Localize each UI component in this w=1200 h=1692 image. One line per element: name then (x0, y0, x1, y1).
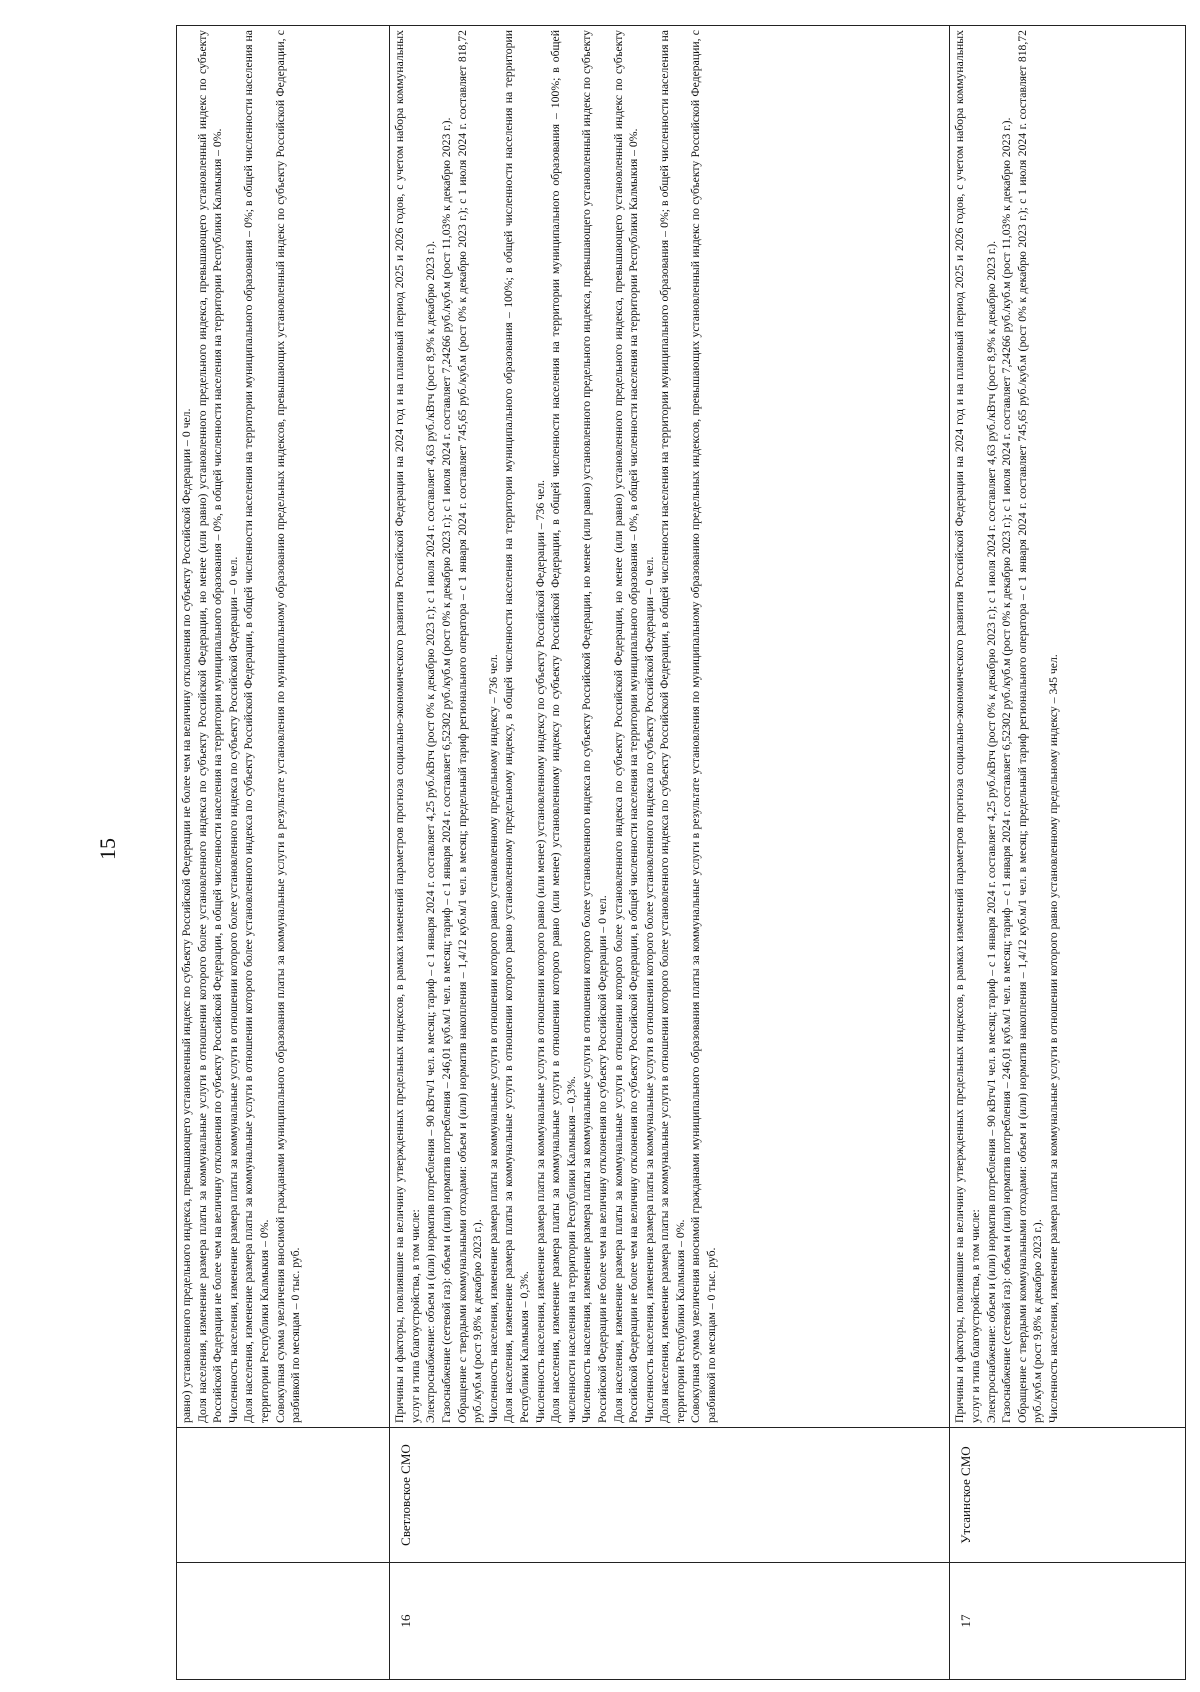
table-row (950, 26, 1186, 1680)
description-paragraph: Причины и факторы, повлиявшие на величину утвержденных предельных индексов, в рамках изменений параметров прогноза социально-экономического развития Российской Федерации на 2024 год и на плановый период 2025 и 2026 годов, с учетом набора коммунальных услуг и типа благоустройства, в том числе: (393, 30, 422, 1423)
description-paragraph: Доля населения, изменение размера платы за коммунальные услуги в отношении которого более установленного индекса по субъекту Российской Федерации, но менее (или равно) установленного предельного индекса, превышающего установленный индекс по субъекту Российской Федерации не более чем на величину отклонения по субъекту Российской Федерации, в общей численности населения на территории муниципального образования – 0%, в общей численности населения на территории Республики Калмыкия – 0%. (611, 30, 641, 1423)
description-paragraph: Доля населения, изменение размера платы за коммунальные услуги в отношении которого более установленного индекса по субъекту Российской Федерации, в общей численности населения на территории муниципального образования – 0%; в общей численности населения на территории Республики Калмыкия – 0%. (658, 30, 687, 1423)
description-paragraph: Электроснабжение: объем и (или) норматив потребления – 90 кВтч/1 чел. в месяц; тариф – с 1 января 2024 г. составляет 4,25 руб./кВтч (рост 0% к декабрю 2023 г.); с 1 июля 2024 г. составляет 4,63 руб./кВтч (рост 8,9% к декабрю 2023 г.). (984, 240, 998, 1423)
description-paragraph: Газоснабжение (сетевой газ): объем и (или) норматив потребления – 246,01 куб.м/1 чел. в месяц; тариф – с 1 января 2024 г. составляет 6,52302 руб./куб.м (рост 0% к декабрю 2023 г.); с 1 июля 2024 г. составляет 7,24266 руб./куб.м (рост 11,03% к декабрю 2023 г.). (439, 117, 453, 1423)
description-paragraph: равно) установленного предельного индекса, превышающего установленный индекс по субъекту Российской Федерации не более чем на величину отклонения по субъекту Российской Федерации – 0 чел. (180, 408, 193, 1423)
row-number-cell (177, 1563, 390, 1680)
page-number: 15 (95, 838, 120, 860)
description-paragraph: Обращение с твердыми коммунальными отходами: объем и (или) норматив накопления – 1,4/12 куб.м/1 чел. в месяц; предельный тариф регионального оператора – с 1 января 2024 г. составляет 745,65 руб./куб.м (рост 0% к декабрю 2023 г.); с 1 июля 2024 г. составляет 818,72 руб./куб.м (рост 9,8% к декабрю 2023 г.). (455, 30, 485, 1423)
document-table (176, 25, 1186, 1680)
municipality-cell (950, 1428, 1186, 1563)
row-number (179, 1567, 185, 1675)
description-paragraph: Доля населения, изменение размера платы за коммунальные услуги в отношении которого равно (или менее) установленному индексу по субъекту Российской Федерации, в общей численности населения на территории муниципального образования – 100%; в общей численности населения на территории Республики Калмыкия – 0,3%. (549, 30, 578, 1423)
municipality-name: Светловское СМО (398, 1444, 414, 1546)
row-number-cell (950, 1563, 1186, 1680)
municipality-name (179, 1432, 185, 1558)
description-paragraph: Численность населения, изменение размера платы за коммунальные услуги в отношении которого более установленного индекса по субъекту Российской Федерации – 0 чел. (642, 556, 656, 1423)
description-paragraph: Совокупная сумма увеличения вносимой гражданами муниципального образования платы за коммунальные услуги в результате установления по муниципальному образованию предельных индексов, превышающих установленный индекс по субъекту Российской Федерации, с разбивкой по месяцам – 0 тыс. руб. (689, 30, 719, 1423)
description-paragraph: Численность населения, изменение размера платы за коммунальные услуги в отношении которого равно (или менее) установленному индексу по субъекту Российской Федерации – 736 чел. (533, 480, 547, 1423)
municipality-name: Утсаинское СМО (958, 1446, 974, 1544)
table-row (177, 26, 390, 1680)
description-paragraph: Электроснабжение: объем и (или) норматив потребления – 90 кВтч/1 чел. в месяц; тариф – с 1 января 2024 г. составляет 4,25 руб./кВтч (рост 0% к декабрю 2023 г.); с 1 июля 2024 г. составляет 4,63 руб./кВтч (рост 8,9% к декабрю 2023 г.). (424, 240, 438, 1423)
description-paragraph: Доля населения, изменение размера платы за коммунальные услуги в отношении которого равно установленному предельному индексу, в общей численности населения на территории муниципального образования – 100%; в общей численности населения на территории Республики Калмыкия – 0,3%. (502, 30, 531, 1423)
description-paragraph: Доля населения, изменение размера платы за коммунальные услуги в отношении которого более установленного индекса по субъекту Российской Федерации, в общей численности населения на территории муниципального образования – 0%; в общей численности населения на территории Республики Калмыкия – 0%. (242, 30, 271, 1423)
description-cell (177, 26, 390, 1428)
description-paragraph: Причины и факторы, повлиявшие на величину утвержденных предельных индексов, в рамках изменений параметров прогноза социально-экономического развития Российской Федерации на 2024 год и на плановый период 2025 и 2026 годов, с учетом набора коммунальных услуг и типа благоустройства, в том числе: (953, 30, 983, 1423)
description-paragraph: Доля населения, изменение размера платы за коммунальные услуги в отношении которого более установленного индекса по субъекту Российской Федерации, но менее (или равно) установленного предельного индекса, превышающего установленный индекс по субъекту Российской Федерации не более чем на величину отклонения по субъекту Российской Федерации, в общей численности населения на территории муниципального образования – 0%, в общей численности населения на территории Республики Калмыкия – 0%. (195, 30, 225, 1423)
description-paragraph: Совокупная сумма увеличения вносимой гражданами муниципального образования платы за коммунальные услуги в результате установления по муниципальному образованию предельных индексов, превышающих установленный индекс по субъекту Российской Федерации, с разбивкой по месяцам – 0 тыс. руб. (273, 30, 303, 1423)
description-paragraph: Обращение с твердыми коммунальными отходами: объем и (или) норматив накопления – 1,4/12 куб.м/1 чел. в месяц; предельный тариф регионального оператора – с 1 января 2024 г. составляет 745,65 руб./куб.м (рост 0% к декабрю 2023 г.); с 1 июля 2024 г. составляет 818,72 руб./куб.м (рост 9,8% к декабрю 2023 г.). (1015, 30, 1045, 1423)
description-paragraph: Газоснабжение (сетевой газ): объем и (или) норматив потребления – 246,01 куб.м/1 чел. в месяц; тариф – с 1 января 2024 г. составляет 6,52302 руб./куб.м (рост 0% к декабрю 2023 г.); с 1 июля 2024 г. составляет 7,24266 руб./куб.м (рост 11,03% к декабрю 2023 г.). (1000, 117, 1014, 1423)
row-number: 17 (958, 1614, 974, 1628)
description-cell (390, 26, 950, 1428)
table-row (390, 26, 950, 1680)
description-paragraph: Численность населения, изменение размера платы за коммунальные услуги в отношении которого равно установленному предельному индексу – 736 чел. (486, 654, 500, 1423)
description-paragraph: Численность населения, изменение размера платы за коммунальные услуги в отношении которого равно установленному предельному индексу – 345 чел. (1047, 654, 1061, 1423)
description-cell (950, 26, 1186, 1428)
municipality-cell (390, 1428, 950, 1563)
description-paragraph: Численность населения, изменение размера платы за коммунальные услуги в отношении которого более установленного индекса по субъекту Российской Федерации, но менее (или равно) установленного предельного индекса, превышающего установленный индекс по субъекту Российской Федерации не более чем на величину отклонения по субъекту Российской Федерации – 0 чел. (580, 30, 609, 1423)
description-paragraph: Численность населения, изменение размера платы за коммунальные услуги в отношении которого более установленного индекса по субъекту Российской Федерации – 0 чел. (226, 556, 240, 1423)
municipality-cell (177, 1428, 390, 1563)
row-number: 16 (398, 1614, 414, 1628)
rotated-table-frame (176, 25, 1186, 1680)
row-number-cell (390, 1563, 950, 1680)
